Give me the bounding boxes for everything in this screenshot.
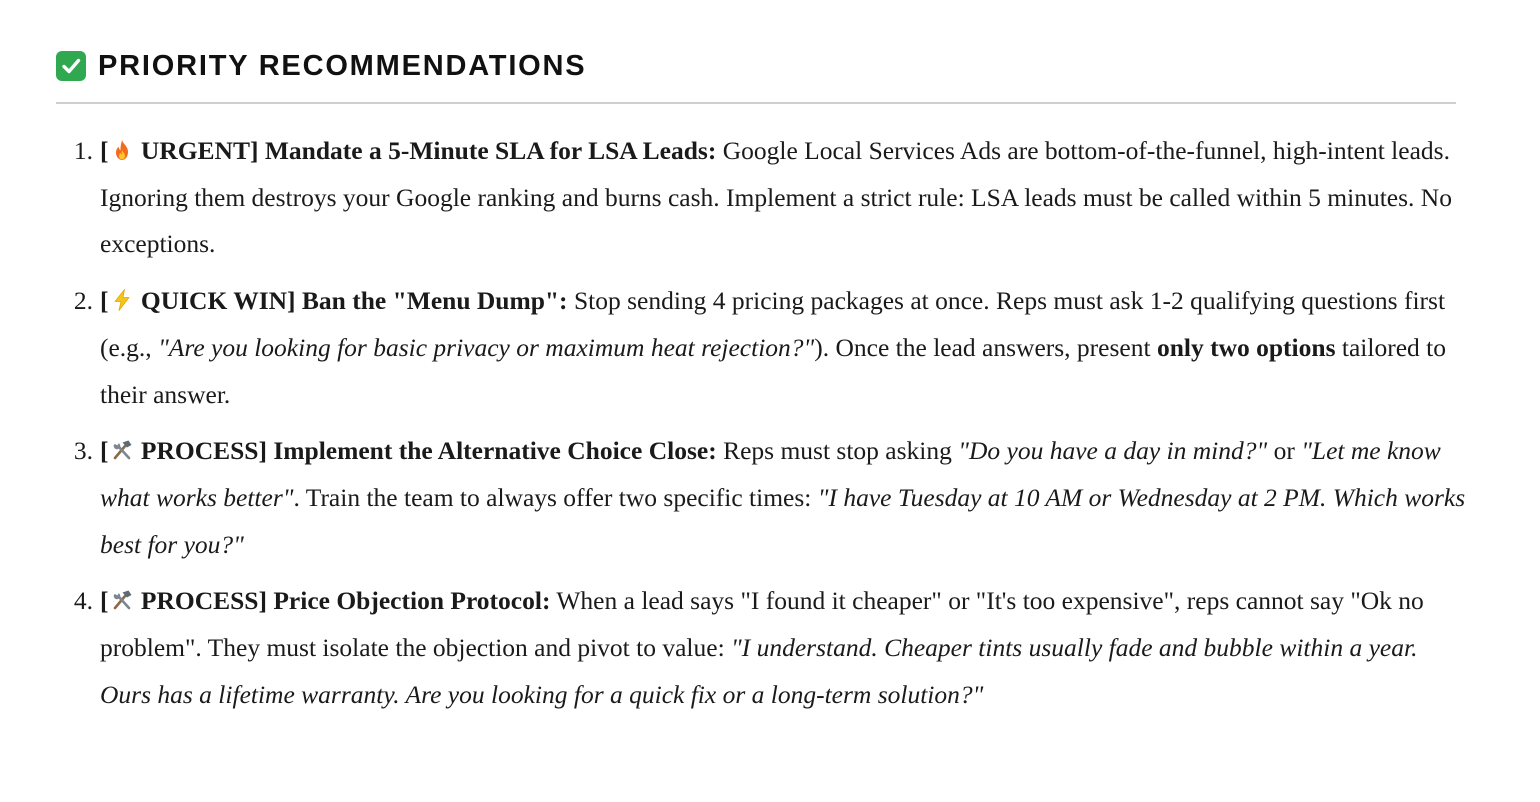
recommendation-heading: QUICK WIN] Ban the "Menu Dump": [134,286,568,316]
recommendation-body: ). Once the lead answers, present [814,332,1157,362]
tag-open-bracket: [ [100,586,109,616]
recommendation-heading: PROCESS] Implement the Alternative Choice Close: [134,436,717,466]
list-item-text [100,436,1465,558]
list-item [0,428,1540,568]
tag-open-bracket: [ [100,436,109,466]
section-header [56,48,1456,104]
recommendation-heading: URGENT] Mandate a 5-Minute SLA for LSA Leads: [134,136,717,165]
recommendations-list [0,128,1540,728]
list-item-text [100,586,1424,708]
recommendation-body: tailored to their answer. [100,332,1446,409]
recommendation-body: . Train the team to always offer two specific times: [293,482,818,512]
tag-open-bracket: [ [100,136,109,165]
list-item-text [100,286,1446,408]
list-item-text [100,136,1452,258]
recommendation-body: or [1267,436,1302,466]
fire-icon [110,138,134,162]
check-mark-icon [56,51,86,81]
list-item [0,278,1540,418]
hammer-wrench-icon [110,588,134,612]
recommendation-body: Reps must stop asking [716,436,959,466]
list-item [0,128,1540,268]
list-number: 1. [73,136,93,165]
recommendation-body: Google Local Services Ads are bottom-of-the-funnel, high-intent leads. Ignoring them destroys your Google ranking and burns cash. Implement a strict rule: LSA leads must be called within 5 minutes. No exceptions. [100,136,1452,259]
tag-open-bracket: [ [100,286,109,316]
example-quote: "I have Tuesday at 10 AM or Wednesday at 2 PM. Which works best for you?" [100,482,1466,559]
hammer-wrench-icon [110,438,134,462]
list-number: 2. [73,286,93,316]
example-quote: "Do you have a day in mind?" [958,436,1268,466]
recommendation-heading: PROCESS] Price Objection Protocol: [134,586,551,616]
recommendation-body: Stop sending 4 pricing packages at once. Reps must ask 1-2 qualifying questions first (e.g., [100,286,1446,362]
example-quote: "I understand. Cheaper tints usually fade and bubble within a year. Ours has a lifetime warranty. Are you looking for a quick fix or a long-term solution?" [100,633,1418,709]
section-title: PRIORITY RECOMMENDATIONS [98,50,587,82]
lightning-icon [110,288,134,312]
list-item [0,578,1540,718]
emphasis-text: only two options [1156,332,1336,362]
recommendation-body: When a lead says "I found it cheaper" or "It's too expensive", reps cannot say "Ok no problem". They must isolate the objection and pivot to value: [100,586,1424,663]
list-number: 3. [73,436,93,466]
example-quote: "Are you looking for basic privacy or maximum heat rejection?" [158,332,815,362]
list-number: 4. [73,586,93,616]
example-quote: "Let me know what works better" [100,436,1441,512]
